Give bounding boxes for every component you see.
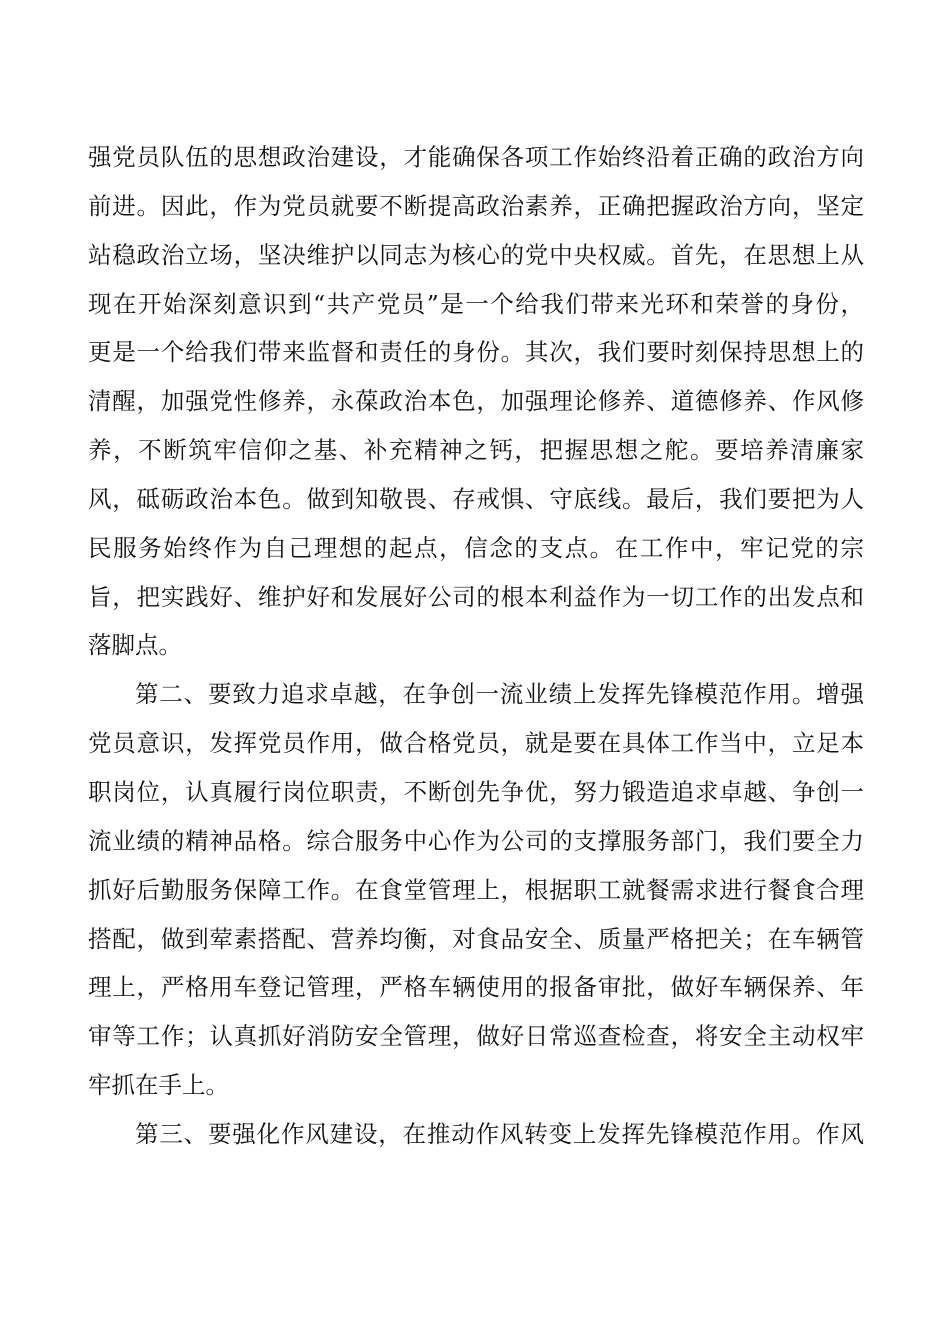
- paragraph-2: [88, 670, 864, 1110]
- text-line: 站稳政治立场，坚决维护以同志为核心的党中央权威。首先，在思想上从: [88, 240, 864, 269]
- text-line: 理上，严格用车登记管理，严格车辆使用的报备审批，做好车辆保养、年: [88, 973, 864, 1002]
- text-line: 更是一个给我们带来监督和责任的身份。其次，我们要时刻保持思想上的: [88, 338, 864, 367]
- text-line: 牢抓在手上。: [88, 1071, 229, 1100]
- text-line: 党员意识，发挥党员作用，做合格党员，就是要在具体工作当中，立足本: [88, 729, 864, 758]
- text-line: 第三、要强化作风建设，在推动作风转变上发挥先锋模范作用。作风: [135, 1119, 864, 1148]
- text-line: 落脚点。: [88, 631, 182, 660]
- text-line: 前进。因此，作为党员就要不断提高政治素养，正确把握政治方向，坚定: [88, 191, 864, 220]
- text-line: 职岗位，认真履行岗位职责，不断创先争优，努力锻造追求卓越、争创一: [88, 777, 864, 806]
- paragraph-1: [88, 133, 864, 670]
- text-line: 强党员队伍的思想政治建设，才能确保各项工作始终沿着正确的政治方向: [88, 143, 864, 171]
- paragraph-3: [88, 1110, 864, 1159]
- text-line: 抓好后勤服务保障工作。在食堂管理上，根据职工就餐需求进行餐食合理: [88, 875, 864, 904]
- text-line: 流业绩的精神品格。综合服务中心作为公司的支撑服务部门，我们要全力: [88, 826, 864, 855]
- text-line: 搭配，做到荤素搭配、营养均衡，对食品安全、质量严格把关；在车辆管: [88, 924, 864, 953]
- text-line: 民服务始终作为自己理想的起点，信念的支点。在工作中，牢记党的宗: [88, 533, 864, 562]
- text-line: 旨，把实践好、维护好和发展好公司的根本利益作为一切工作的出发点和: [88, 582, 864, 611]
- text-line: 清醒，加强党性修养，永葆政治本色，加强理论修养、道德修养、作风修: [88, 387, 864, 416]
- text-line: 现在开始深刻意识到“共产党员”是一个给我们带来光环和荣誉的身份，: [88, 289, 864, 318]
- document-body: [88, 133, 864, 1159]
- text-line: 风，砥砺政治本色。做到知敬畏、存戒惧、守底线。最后，我们要把为人: [88, 484, 864, 513]
- text-line: 第二、要致力追求卓越，在争创一流业绩上发挥先锋模范作用。增强: [135, 680, 864, 709]
- text-line: 养，不断筑牢信仰之基、补充精神之钙，把握思想之舵。要培养清廉家: [88, 436, 864, 465]
- text-line: 审等工作；认真抓好消防安全管理，做好日常巡查检查，将安全主动权牢: [88, 1022, 864, 1051]
